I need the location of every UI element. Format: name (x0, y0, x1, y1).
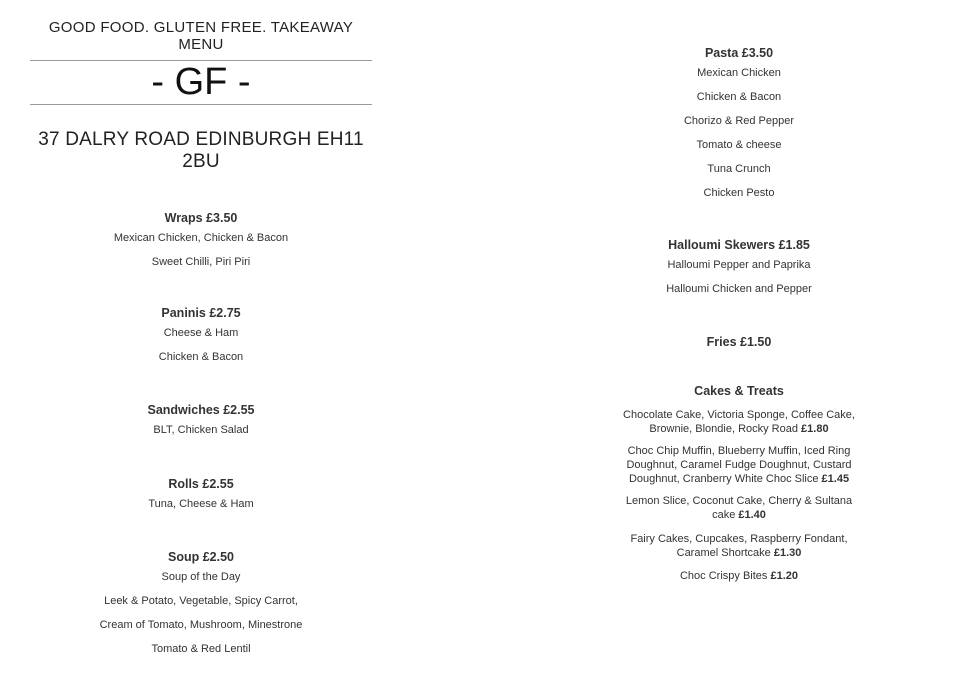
section-title: Paninis £2.75 (161, 306, 241, 320)
menu-item: Chorizo & Red Pepper (683, 115, 795, 127)
wraps-section (30, 210, 372, 269)
cake-price: £1.20 (770, 570, 798, 582)
menu-item: Tuna Crunch (707, 163, 771, 175)
cake-line: Lemon Slice, Coconut Cake, Cherry & Sultana (625, 495, 853, 507)
paninis-section (30, 305, 372, 364)
cake-line: Choc Crispy Bites (679, 570, 768, 582)
cake-group (566, 408, 912, 436)
section-title: Pasta £3.50 (704, 46, 774, 60)
cake-price: £1.80 (801, 423, 829, 435)
halloumi-section (566, 237, 912, 296)
section-title: Sandwiches £2.55 (147, 403, 255, 417)
menu-item: Sweet Chilli, Piri Piri (151, 256, 251, 268)
address: 37 DALRY ROAD EDINBURGH EH11 2BU (38, 129, 364, 172)
cake-line: cake (712, 509, 736, 521)
cake-line: Choc Chip Muffin, Blueberry Muffin, Iced Ring (627, 445, 851, 457)
cake-price: £1.30 (773, 547, 802, 559)
cake-group (566, 444, 912, 486)
section-title: Fries £1.50 (706, 335, 772, 349)
cake-line: Chocolate Cake, Victoria Sponge, Coffee Cake, (623, 409, 855, 421)
pasta-section (566, 45, 912, 200)
sandwiches-section (30, 402, 372, 437)
cake-line: Fairy Cakes, Cupcakes, Raspberry Fondant, (630, 533, 848, 545)
cake-line: Brownie, Blondie, Rocky Road (649, 423, 798, 435)
menu-item: Chicken & Bacon (696, 91, 782, 103)
bottom-divider (30, 104, 372, 105)
cake-group (566, 494, 912, 522)
menu-item: Tomato & Red Lentil (151, 643, 251, 655)
soup-section (30, 549, 372, 656)
cakes-section (566, 383, 912, 583)
menu-item: Soup of the Day (161, 571, 241, 583)
cake-group (566, 569, 912, 583)
section-title: Rolls £2.55 (168, 477, 234, 491)
menu-item: Halloumi Pepper and Paprika (667, 259, 811, 271)
menu-item: Tuna, Cheese & Ham (148, 498, 254, 510)
menu-item: Leek & Potato, Vegetable, Spicy Carrot, (104, 595, 298, 607)
menu-item: Cream of Tomato, Mushroom, Minestrone (99, 619, 303, 631)
menu-item: BLT, Chicken Salad (153, 424, 249, 436)
rolls-section (30, 476, 372, 511)
menu-item: Halloumi Chicken and Pepper (666, 283, 812, 295)
gf-logo: - GF - (151, 61, 251, 103)
cake-price: £1.45 (821, 473, 850, 485)
menu-item: Mexican Chicken (697, 67, 781, 79)
menu-item: Chicken & Bacon (158, 351, 244, 363)
menu-item: Tomato & cheese (696, 139, 782, 151)
menu-item: Chicken Pesto (703, 187, 775, 199)
section-title: Cakes & Treats (694, 384, 784, 398)
section-title: Wraps £3.50 (164, 211, 238, 225)
menu-tagline: GOOD FOOD. GLUTEN FREE. TAKEAWAY MENU (48, 19, 354, 53)
menu-item: Cheese & Ham (163, 327, 239, 339)
menu-item: Mexican Chicken, Chicken & Bacon (113, 232, 289, 244)
cake-group (566, 532, 912, 560)
cake-line: Doughnut, Caramel Fudge Doughnut, Custard (626, 459, 852, 471)
fries-section (566, 334, 912, 350)
section-title: Halloumi Skewers £1.85 (668, 238, 810, 252)
cake-price: £1.40 (738, 509, 766, 521)
cake-line: Caramel Shortcake (676, 547, 771, 559)
cake-line: Doughnut, Cranberry White Choc Slice (628, 473, 819, 485)
section-title: Soup £2.50 (168, 550, 234, 564)
